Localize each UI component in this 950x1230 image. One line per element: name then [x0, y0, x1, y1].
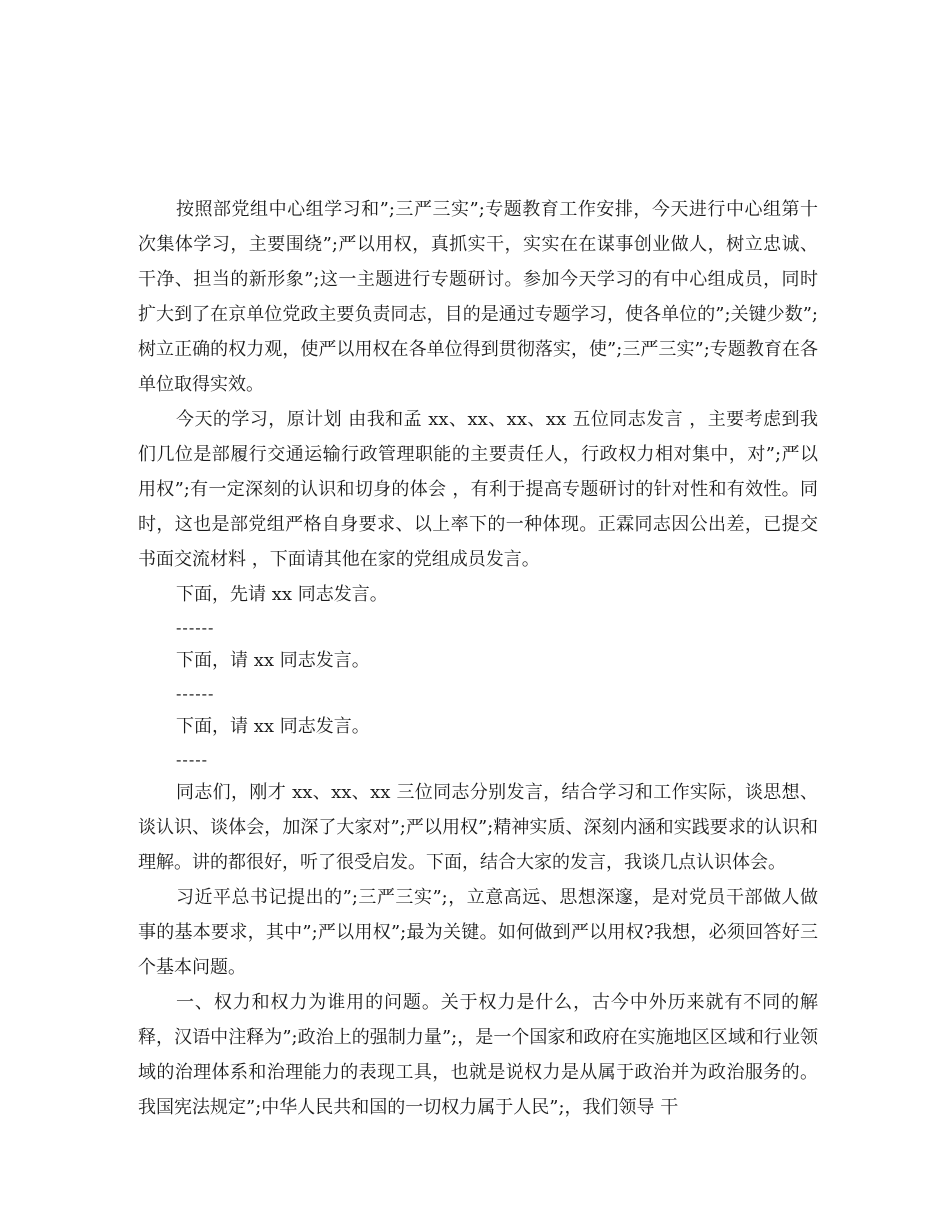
paragraph-three-stricts: 习近平总书记提出的”;三严三实”;，立意高远、思想深邃，是对党员干部做人做事的基本要求，其中”;严以用权”;最为关键。如何做到严以用权?我想，必须回答好三个基本问题。 [138, 887, 818, 978]
separator-line: ----- [176, 750, 209, 769]
paragraph-study-arrangement: 按照部党组中心组学习和”;三严三实”;专题教育工作安排，今天进行中心组第十次集体学习，主要围绕”;严以用权，真抓实干，实实在在谋事创业做人，树立忠诚、干净、担当的新形象”;这一主题进行专题研讨。参加今天学习的有中心组成员，同时扩大到了在京单位党政主要负责同志，目的是通过专题学习，使各单位的”;关键少数”;树立正确的权力观，使严以用权在各单位得到贯彻落实，使”;三严三实”;专题教育在各单位取得实效。 [138, 199, 818, 395]
separator-line: ------ [176, 618, 215, 637]
paragraph-speaker-plan: 今天的学习，原计划 由我和孟 xx、xx、xx、xx 五位同志发言 ，主要考虑到我们几位是部履行交通运输行政管理职能的主要责任人，行政权力相对集中，对”;严以用权”;有一定深刻的认识和切身的体会 ，有利于提高专题研讨的针对性和有效性。同时，这也是部党组严格自身要求、以上率下的一种体现。正霖同志因公出差，已提交书面交流材料 ，下面请其他在家的党组成员发言。 [138, 409, 818, 570]
paragraph-first-speaker: 下面，先请 xx 同志发言。 [176, 584, 388, 605]
document-body [138, 192, 818, 1125]
paragraph-third-speaker: 下面，请 xx 同志发言。 [176, 716, 370, 737]
paragraph-section-one: 一、权力和权力为谁用的问题。关于权力是什么，古今中外历来就有不同的解释，汉语中注释为”;政治上的强制力量”;，是一个国家和政府在实施地区区域和行业领域的治理体系和治理能力的表现工具，也就是说权力是从属于政治并为政治服务的。我国宪法规定”;中华人民共和国的一切权力属于人民”;，我们领导 干 [138, 992, 818, 1118]
separator-line: ------ [176, 684, 215, 703]
paragraph-second-speaker: 下面，请 xx 同志发言。 [176, 650, 370, 671]
paragraph-summary: 同志们，刚才 xx、xx、xx 三位同志分别发言，结合学习和工作实际，谈思想、谈认识、谈体会，加深了大家对”;严以用权”;精神实质、深刻内涵和实践要求的认识和理解。讲的都很好，听了很受启发。下面，结合大家的发言，我谈几点认识体会。 [138, 782, 818, 873]
